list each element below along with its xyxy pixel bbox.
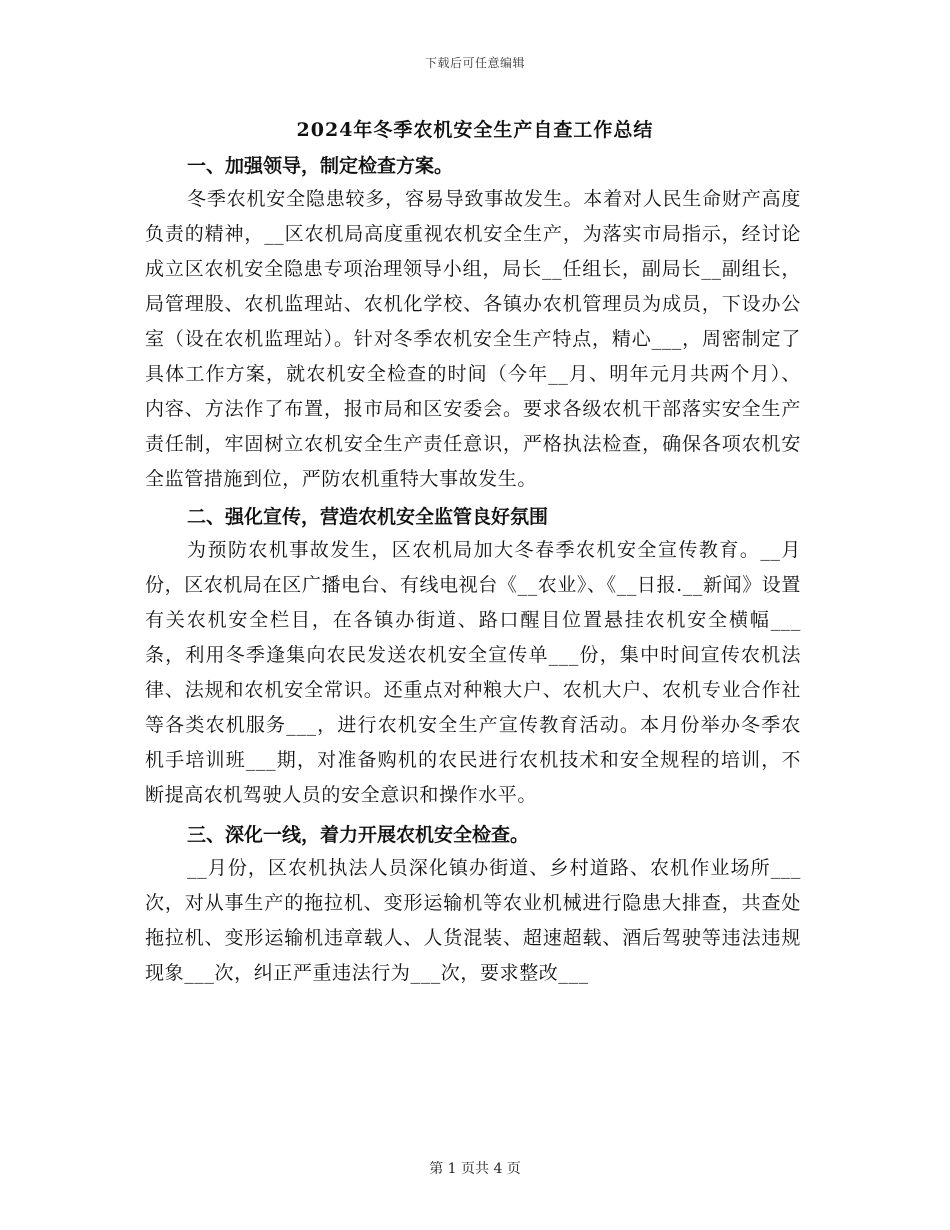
section-1-paragraph: 冬季农机安全隐患较多，容易导致事故发生。本着对人民生命财产高度负责的精神，__区农机局高度重视农机安全生产，为落实市局指示，经讨论成立区农机安全隐患专项治理领导小组，局长__任组长，副局长__副组长，局管理股、农机监理站、农机化学校、各镇办农机管理员为成员，下设办公室（设在农机监理站）。针对冬季农机安全生产特点，精心___，周密制定了具体工作方案，就农机安全检查的时间（今年__月、明年元月共两个月）、内容、方法作了布置，报市局和区安委会。要求各级农机干部落实安全生产责任制，牢固树立农机安全生产责任意识，严格执法检查，确保各项农机安全监管措施到位，严防农机重特大事故发生。 bbox=[145, 188, 801, 490]
page-number: 第 1 页共 4 页 bbox=[429, 1161, 521, 1177]
document-title: 2024年冬季农机安全生产自查工作总结 bbox=[296, 119, 654, 141]
document-body bbox=[145, 150, 801, 991]
section-3-heading: 三、深化一线，着力开展农机安全检查。 bbox=[187, 824, 530, 846]
section-2-heading: 二、强化宣传，营造农机安全监管良好氛围 bbox=[187, 506, 549, 528]
section-3-paragraph: __月份，区农机执法人员深化镇办街道、乡村道路、农机作业场所___次，对从事生产的拖拉机、变形运输机等农业机械进行隐患大排查，共查处拖拉机、变形运输机违章载人、人货混装、超速超载、酒后驾驶等违法违规现象___次，纠正严重违法行为___次，要求整改___ bbox=[145, 857, 801, 984]
section-1-heading: 一、加强领导，制定检查方案。 bbox=[187, 155, 454, 177]
page-header-note: 下载后可任意编辑 bbox=[424, 56, 525, 70]
section-2-paragraph: 为预防农机事故发生，区农机局加大冬春季农机安全宣传教育。__月份，区农机局在区广播电台、有线电视台《__农业》、《__日报.__新闻》设置有关农机安全栏目，在各镇办街道、路口醒目位置悬挂农机安全横幅___条，利用冬季逢集向农民发送农机安全宣传单___份，集中时间宣传农机法律、法规和农机安全常识。还重点对种粮大户、农机大户、农机专业合作社等各类农机服务___，进行农机安全生产宣传教育活动。本月份举办冬季农机手培训班___期，对准备购机的农民进行农机技术和安全规程的培训，不断提高农机驾驶人员的安全意识和操作水平。 bbox=[145, 539, 801, 806]
